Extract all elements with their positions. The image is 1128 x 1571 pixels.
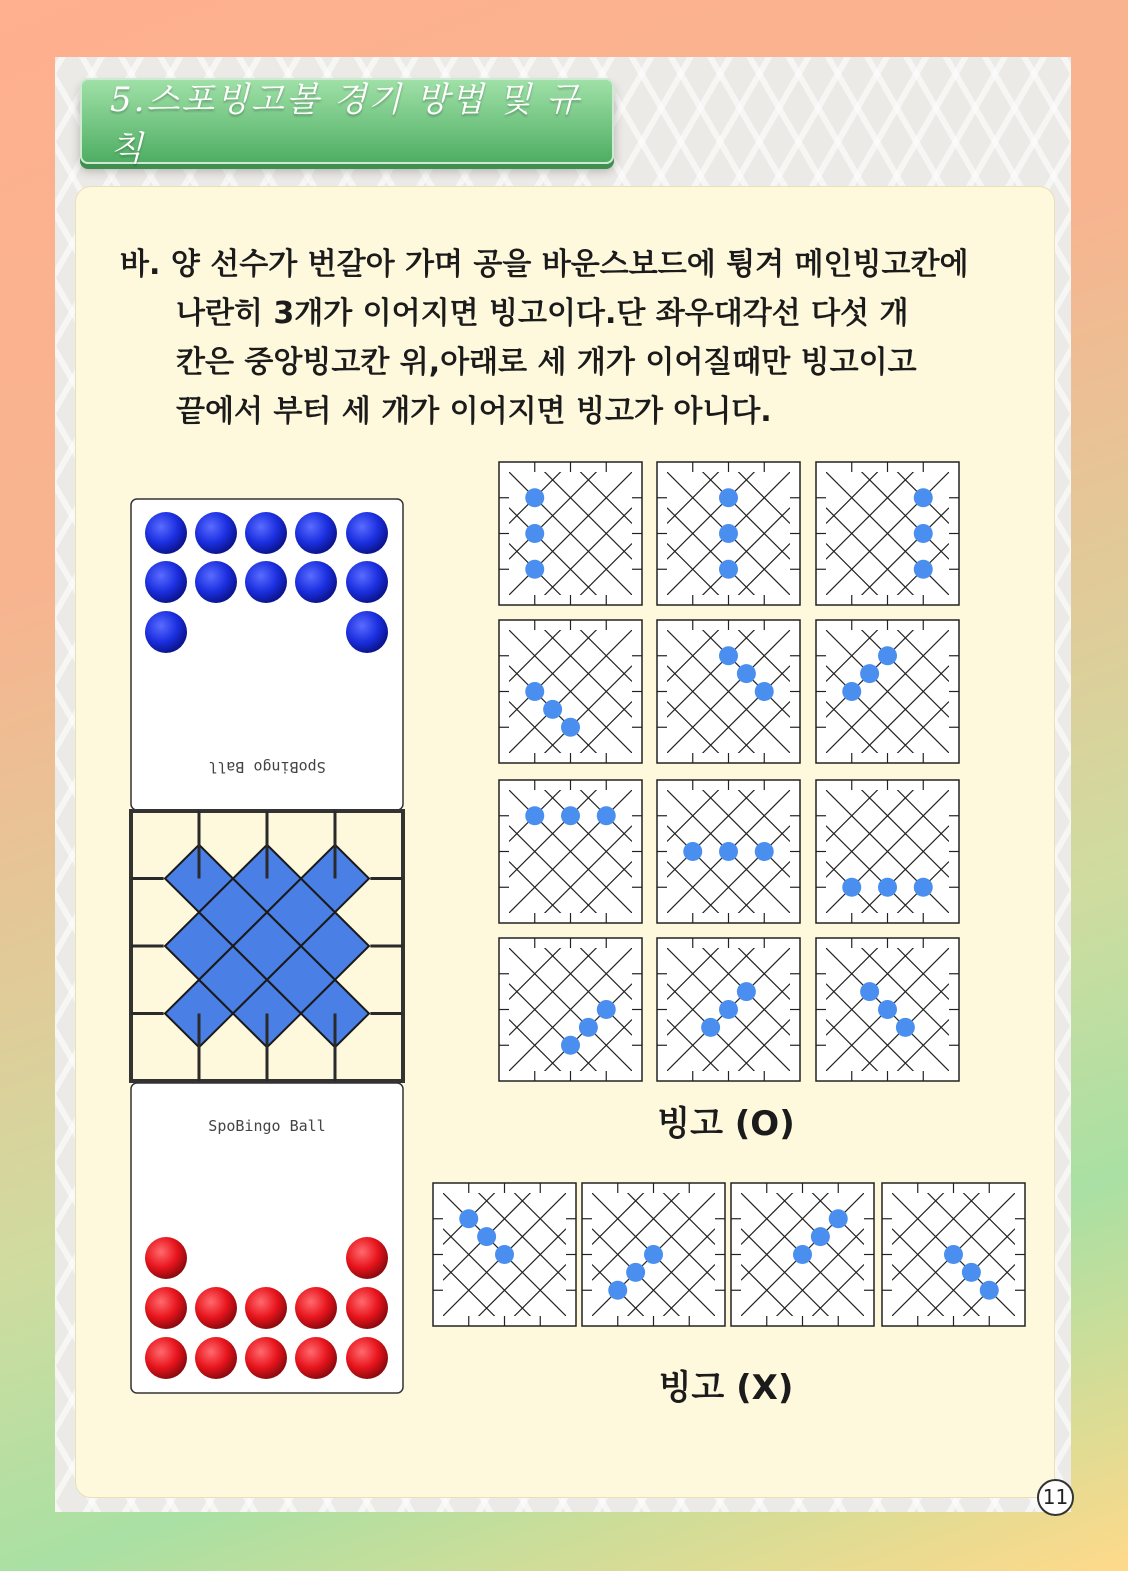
blue-ball — [145, 611, 187, 653]
red-ball — [195, 1337, 237, 1379]
bingo-dot — [719, 842, 738, 861]
bounce-board-red — [131, 1083, 403, 1393]
red-ball — [145, 1337, 187, 1379]
rule-line: 칸은 중앙빙고칸 위,아래로 세 개가 이어질때만 빙고이고 — [176, 345, 917, 380]
blue-ball — [346, 611, 388, 653]
bingo-dot — [842, 878, 861, 897]
page-number: 11 — [1037, 1479, 1074, 1516]
red-ball — [245, 1287, 287, 1329]
bingo-dot — [980, 1281, 999, 1300]
bingo-dot — [561, 806, 580, 825]
brand-label-top: SpoBingo Ball — [208, 758, 326, 776]
bingo-dot — [525, 560, 544, 579]
red-ball — [245, 1337, 287, 1379]
blue-ball — [145, 512, 187, 554]
bingo-dot — [683, 842, 702, 861]
bingo-dot — [914, 524, 933, 543]
red-ball — [145, 1287, 187, 1329]
red-ball — [346, 1337, 388, 1379]
bingo-dot — [878, 646, 897, 665]
blue-ball — [295, 512, 337, 554]
bingo-dot — [860, 982, 879, 1001]
blue-ball — [346, 561, 388, 603]
bingo-dot — [719, 560, 738, 579]
bingo-dot — [608, 1281, 627, 1300]
bingo-dot — [737, 664, 756, 683]
bingo-dot — [543, 700, 562, 719]
rule-line: 나란히 3개가 이어지면 빙고이다.단 좌우대각선 다섯 개 — [176, 296, 909, 331]
bingo-dot — [860, 664, 879, 683]
bingo-dot — [719, 646, 738, 665]
bingo-dot — [842, 682, 861, 701]
bingo-o-label: 빙고 (O) — [657, 1104, 795, 1144]
bingo-dot — [561, 1036, 580, 1055]
bounce-board-blue — [131, 499, 403, 810]
bingo-dot — [525, 488, 544, 507]
bingo-dot — [914, 878, 933, 897]
bingo-dot — [561, 718, 580, 737]
blue-ball — [195, 512, 237, 554]
brand-label-bottom: SpoBingo Ball — [208, 1117, 326, 1135]
red-ball — [195, 1287, 237, 1329]
red-ball — [295, 1287, 337, 1329]
blue-ball — [145, 561, 187, 603]
bingo-dot — [525, 524, 544, 543]
bingo-dot — [829, 1209, 848, 1228]
blue-ball — [195, 561, 237, 603]
bingo-dot — [719, 524, 738, 543]
red-ball — [145, 1237, 187, 1279]
bingo-diagram — [582, 1122, 725, 1388]
rule-line: 바. 양 선수가 번갈아 가며 공을 바운스보드에 튕겨 메인빙고칸에 — [120, 247, 969, 282]
bingo-dot — [525, 806, 544, 825]
bingo-dot — [597, 806, 616, 825]
bingo-dot — [793, 1245, 812, 1264]
bingo-dot — [914, 560, 933, 579]
bingo-dot — [579, 1018, 598, 1037]
bingo-dot — [755, 842, 774, 861]
bingo-dot — [719, 488, 738, 507]
bingo-dot — [962, 1263, 981, 1282]
bingo-dot — [459, 1209, 478, 1228]
bingo-dot — [701, 1018, 720, 1037]
bingo-dot — [878, 878, 897, 897]
bingo-dot — [477, 1227, 496, 1246]
bingo-dot — [737, 982, 756, 1001]
bingo-dot — [944, 1245, 963, 1264]
blue-ball — [346, 512, 388, 554]
section-title: 5.스포빙고볼 경기 방법 및 규칙 — [110, 80, 581, 169]
bingo-dot — [896, 1018, 915, 1037]
bingo-dot — [644, 1245, 663, 1264]
bingo-dot — [811, 1227, 830, 1246]
red-ball — [346, 1237, 388, 1279]
blue-ball — [245, 512, 287, 554]
bingo-diagram — [882, 1122, 1025, 1388]
bingo-diagram — [731, 1122, 874, 1388]
rule-line: 끝에서 부터 세 개가 이어지면 빙고가 아니다. — [176, 394, 772, 429]
bingo-x-label: 빙고 (X) — [658, 1368, 794, 1408]
main-bingo-board — [131, 811, 403, 1081]
bingo-diagram — [433, 1122, 576, 1388]
bingo-dot — [597, 1000, 616, 1019]
blue-ball — [295, 561, 337, 603]
red-ball — [295, 1337, 337, 1379]
bingo-dot — [495, 1245, 514, 1264]
bingo-dot — [878, 1000, 897, 1019]
bingo-dot — [626, 1263, 645, 1282]
bingo-dot — [755, 682, 774, 701]
bingo-dot — [719, 1000, 738, 1019]
red-ball — [346, 1287, 388, 1329]
blue-ball — [245, 561, 287, 603]
bingo-dot — [525, 682, 544, 701]
bingo-dot — [914, 488, 933, 507]
